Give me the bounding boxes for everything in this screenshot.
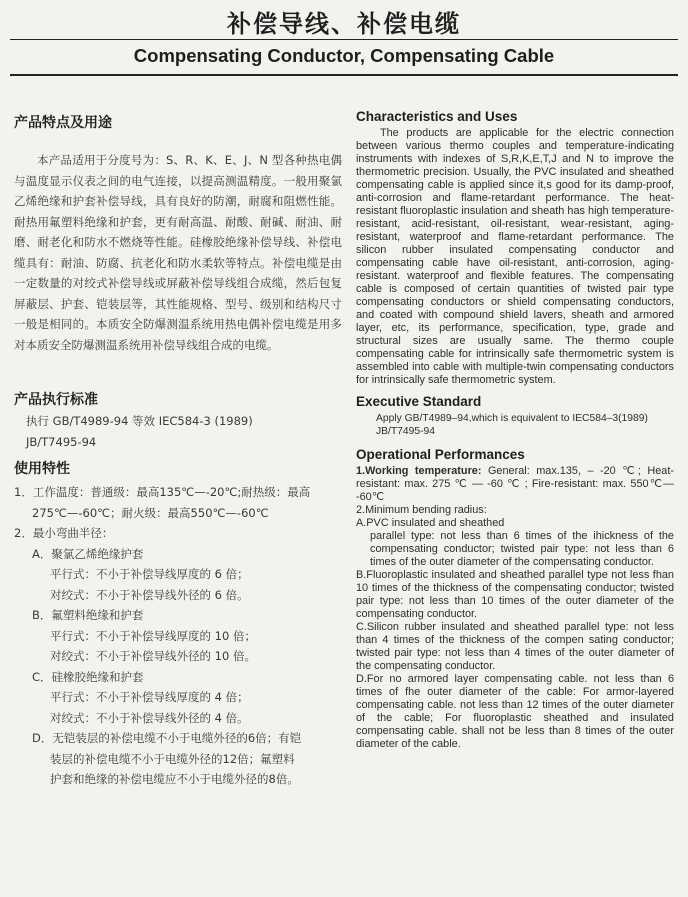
header-divider: [10, 74, 678, 76]
working-temperature: [356, 465, 674, 504]
operational-performances-heading: Operational Performances: [356, 447, 525, 462]
usage-a-heading: A．聚氯乙烯绝缘护套: [32, 546, 144, 561]
standard-heading-cn: 产品执行标准: [14, 392, 98, 408]
executive-standard-heading: Executive Standard: [356, 394, 482, 409]
page-title-chinese: 补偿导线、补偿电缆: [227, 9, 461, 38]
usage-a-twisted: 对绞式：不小于补偿导线外径的 6 倍。: [50, 587, 249, 602]
usage-b-twisted: 对绞式：不小于补偿导线外径的 10 倍。: [50, 649, 256, 663]
usage-d-line3: 护套和绝缘的补偿电缆应不小于电缆外径的8倍。: [50, 772, 299, 786]
usage-item2: 2．最小弯曲半径：: [14, 526, 114, 540]
bending-a-text: parallel type: not less than 6 times of the ihickness of the compensating conductor; twisted pair type: not less than 6 times of the outer diameter of the compensating conductor.: [370, 530, 674, 568]
features-heading-cn: 产品特点及用途: [14, 115, 112, 131]
executive-standard-line1: Apply GB/T4989–94,which is equivalent to IEC584–3(1989): [376, 413, 648, 424]
usage-c-parallel: 平行式：不小于补偿导线厚度的 4 倍；: [50, 690, 249, 704]
bending-a-heading: A.PVC insulated and sheathed: [356, 517, 505, 529]
usage-heading-cn: 使用特性: [14, 461, 70, 477]
usage-a-parallel: 平行式：不小于补偿导线厚度的 6 倍；: [50, 567, 249, 581]
working-temperature-text: General: max.135, – -20 ℃; Heat-resistant: max. 275 ℃ — -60 ℃ ; Fire-resistant: max. 550℃— -60℃: [356, 465, 674, 503]
executive-standard-line2: JB/T7495-94: [376, 426, 435, 437]
usage-b-heading: B．氟塑料绝缘和护套: [32, 608, 144, 622]
standard-line1-cn: 执行 GB/T4989-94 等效 IEC584-3 (1989): [26, 414, 253, 428]
usage-d-line1: D．无铠装层的补偿电缆不小于电缆外径的6倍；有铠: [32, 731, 302, 745]
usage-d-line2: 装层的补偿电缆不小于电缆外径的12倍；氟塑料: [50, 751, 295, 766]
bending-d-text: D.For no armored layer compensating cable. not less than 6 times of fhe outer diameter of the cable: For armor-layered compensating cable. not less than 12 times of the outer diameter of the cable; For fluoroplastic sheathed and insulated compensating cable. shall not be less than 8 times of the outer diameter of the cable.: [356, 673, 674, 750]
usage-item1-line2: 275℃—-60℃；耐火级：最高550℃—-60℃: [32, 505, 269, 520]
title-divider: [10, 39, 678, 40]
usage-c-heading: C．硅橡胶绝缘和护套: [32, 669, 144, 684]
usage-item1-line1: 1．工作温度：普通级：最高135℃—-20℃;耐热级：最高: [14, 485, 311, 499]
features-body-cn: 本产品适用于分度号为：S、R、K、E、J、N 型各种热电偶与温度显示仪表之间的电气连接，以提高测温精度。一般用聚氯乙烯绝缘和护套补偿导线，具有良好的防潮，耐腐和阻燃性能。耐热用氟塑料绝缘和护套，更有耐高温、耐酸、耐碱、耐油、耐磨、耐老化和防水不燃烧等性能。硅橡胶绝缘补偿导线、补偿电缆具有：耐油、防腐、抗老化和防水柔软等特点。补偿电缆是由一定数量的对绞式补偿导线或屏蔽补偿导线组合成缆，然后包复屏蔽层、护套、铠装层等，其性能规格、型号、级别和结构尺寸一般是相同的。本质安全防爆测温系统用热电偶补偿电缆是用多对本质安全防爆测温系统用补偿导线组合成的电缆。: [14, 153, 342, 352]
chinese-column: [14, 112, 342, 790]
bending-c-text: C.Silicon rubber insulated and sheathed parallel type: not less than 4 times of the thickness of the compen sating conductor; twisted pair type: not less than 4 times of the outer diameter of the compensating conductor.: [356, 621, 674, 672]
bending-b-text: B.Fluoroplastic insulated and sheathed parallel type not less fhan 10 times of the thickness of the compensating conductor; twisted pair type: not less than 10 times of the outer diameter of the compensating conductor.: [356, 569, 674, 620]
page-title-english: Compensating Conductor, Compensating Cable: [133, 45, 555, 66]
working-temperature-label: 1.Working temperature:: [356, 465, 482, 477]
english-column: [356, 110, 674, 751]
usage-list-cn: [14, 482, 342, 790]
min-bending-radius: 2.Minimum bending radius:: [356, 504, 487, 516]
standard-line2-cn: JB/T7495-94: [26, 434, 97, 449]
characteristics-body: The products are applicable for the electric connection between various thermo couples and temperature-indicating instruments with indexes of S,R,K,E,T,J and N to improve the thermometric precision. Usually, the PVC insulated and sheathed compensating cable is applied since it,s good for its damp-proof, anti-corrosion and flame-retardant performance. The heat-resistant fluoroplastic insulation and sheath has high temperature-resistant, acid-resistant, oil-resistant, wear-resistant, aging-resistant, waterproof and flame-retardant performance. The silicon rubber insulated compensating conductor and compensating cable have oil-resistant, anti-corrosion, aging-resistant. waterproof and flexible features. The compensating cable is composed of certain quantities of twisted pair type compensating conductors or shield compensating conductors, and coated with compound shield lavers, sheath and armored layer, etc, its performance, specification, type, grade and structural sizes are usually same. The thermo couple compensating cable for intrinsically safe thermometric system is assembled into cable with multiple-twin compensating conductors for intrinsically safe thermometric system.: [356, 127, 674, 386]
usage-b-parallel: 平行式：不小于补偿导线厚度的 10 倍；: [50, 628, 256, 643]
characteristics-heading: Characteristics and Uses: [356, 109, 518, 124]
usage-c-twisted: 对绞式：不小于补偿导线外径的 4 倍。: [50, 710, 249, 725]
